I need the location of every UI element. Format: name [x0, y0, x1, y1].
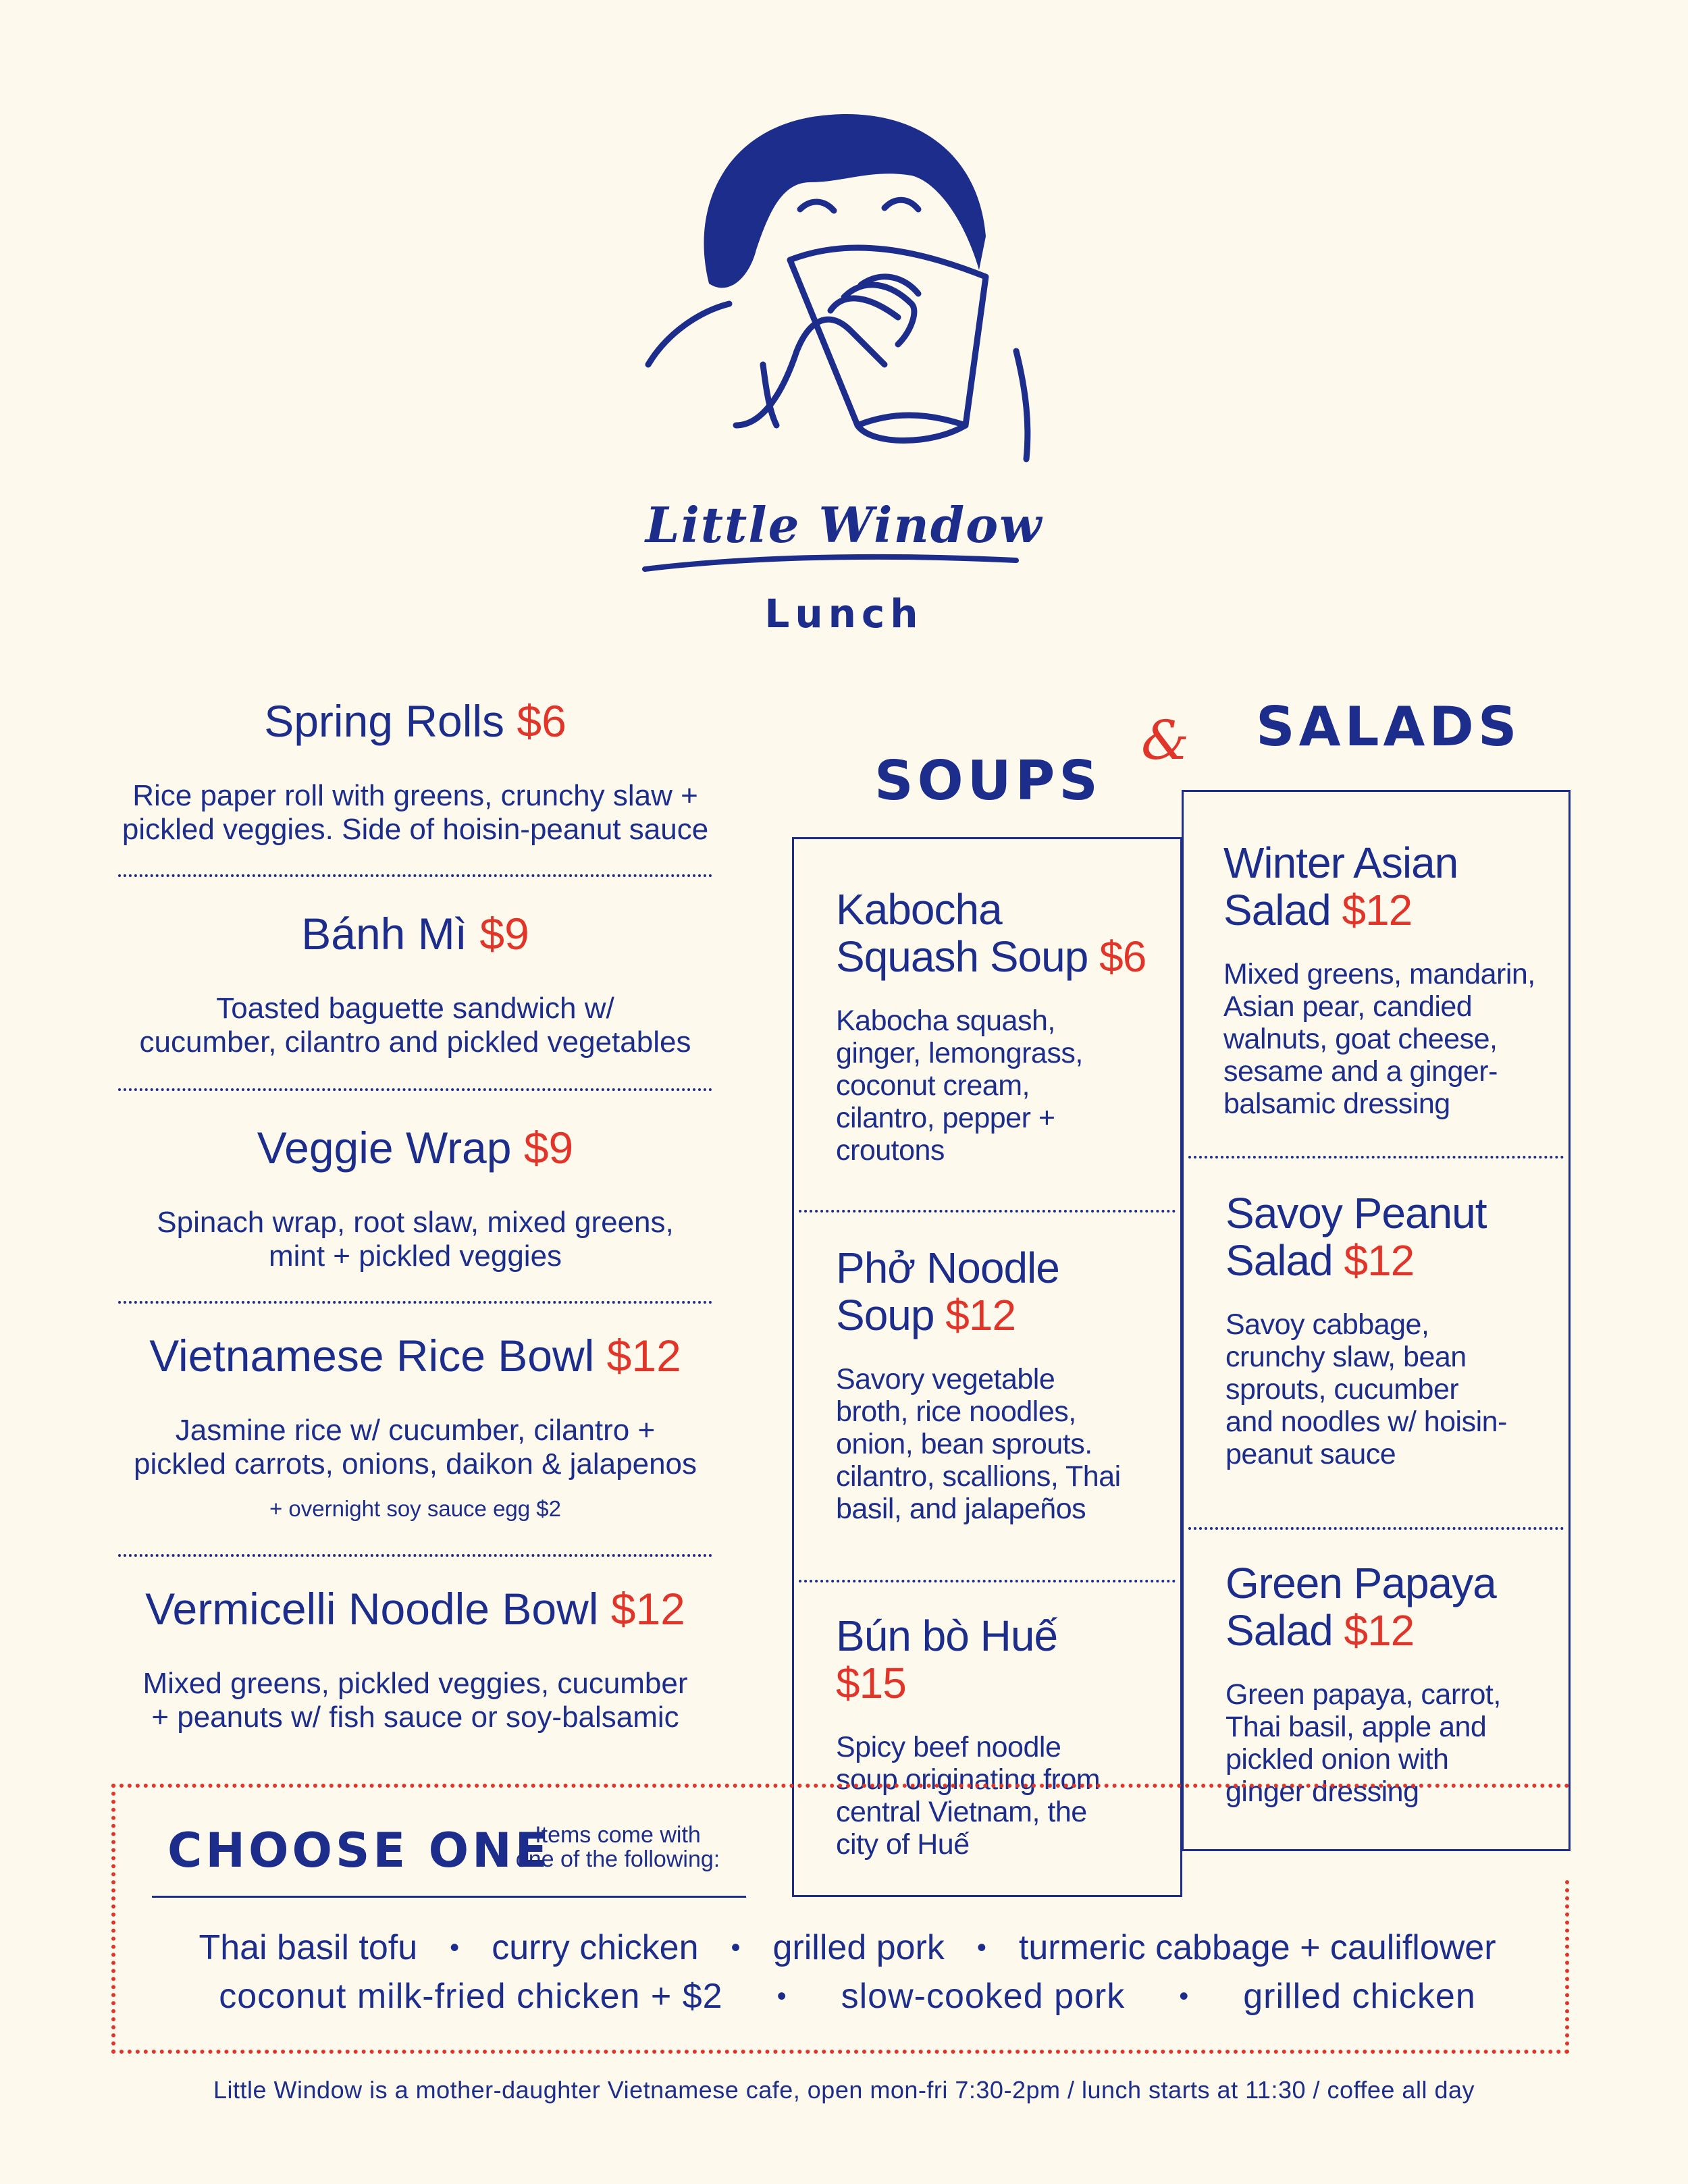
- protein-option: slow-cooked pork: [841, 1977, 1126, 2016]
- brand-underline: [641, 550, 1020, 577]
- bullet-separator: •: [1179, 1981, 1190, 2011]
- logo-illustration: [628, 108, 1060, 486]
- item-name: Salad: [1225, 1236, 1333, 1285]
- item-description: balsamic dressing: [1223, 1088, 1450, 1120]
- item-description: Green papaya, carrot,: [1225, 1678, 1501, 1711]
- choose-one-note: [506, 1823, 729, 1871]
- item-description: Thai basil, apple and: [1225, 1711, 1487, 1743]
- item-description: ginger, lemongrass,: [836, 1037, 1083, 1069]
- item-description: Spicy beef noodle: [836, 1731, 1061, 1763]
- item-name: Kabocha: [836, 885, 1002, 934]
- divider: [118, 1554, 712, 1557]
- protein-option: turmeric cabbage + cauliflower: [1018, 1928, 1496, 1967]
- divider: [1188, 1156, 1564, 1158]
- item-description: Rice paper roll with greens, crunchy slaw +: [132, 779, 698, 812]
- choose-one-box-edge: [1565, 1880, 1569, 2054]
- bullet-separator: •: [976, 1932, 986, 1963]
- choose-one-note-line: Items come with: [535, 1822, 701, 1848]
- item-name: Savoy Peanut: [1225, 1189, 1487, 1237]
- item-price: $12: [945, 1291, 1016, 1339]
- brand-logo-text: Little Window: [645, 496, 1043, 554]
- item-description: sesame and a ginger-: [1223, 1055, 1498, 1088]
- item-description: and noodles w/ hoisin-: [1225, 1406, 1507, 1438]
- item-price: $9: [479, 909, 529, 959]
- item-name: Bún bò Huế: [836, 1612, 1058, 1660]
- divider: [1188, 1527, 1564, 1530]
- protein-option: curry chicken: [492, 1928, 699, 1967]
- menu-item-spring-rolls: [108, 695, 722, 847]
- item-price: $12: [1342, 886, 1413, 934]
- menu-item-banh-mi: [108, 908, 722, 1059]
- item-name: Salad: [1225, 1606, 1333, 1655]
- menu-item-vermicelli-noodle-bowl: [108, 1583, 722, 1734]
- item-description: pickled onion with: [1225, 1743, 1449, 1776]
- item-description: cilantro, pepper +: [836, 1102, 1055, 1134]
- item-name: Vermicelli Noodle Bowl: [145, 1584, 599, 1634]
- divider: [118, 1301, 712, 1304]
- menu-subtitle: Lunch: [764, 591, 924, 637]
- item-description: peanut sauce: [1225, 1438, 1396, 1470]
- item-description: Savoy cabbage,: [1225, 1308, 1429, 1341]
- item-description: + peanuts w/ fish sauce or soy-balsamic: [151, 1701, 679, 1734]
- item-price: $6: [1099, 932, 1146, 981]
- protein-option: grilled chicken: [1243, 1977, 1476, 2016]
- choose-one-rule: [152, 1896, 746, 1898]
- menu-item-winter-asian-salad: [1223, 839, 1561, 1120]
- options-row-2: [135, 1976, 1560, 2017]
- item-name: Veggie Wrap: [257, 1123, 512, 1173]
- item-name: Vietnamese Rice Bowl: [149, 1331, 595, 1381]
- choose-one-heading: CHOOSE ONE: [167, 1823, 551, 1878]
- item-name: Green Papaya: [1225, 1559, 1496, 1607]
- item-description: coconut cream,: [836, 1069, 1030, 1102]
- menu-item-pho-noodle-soup: [836, 1244, 1173, 1525]
- item-description: broth, rice noodles,: [836, 1395, 1076, 1428]
- item-description: pickled carrots, onions, daikon & jalapenos: [133, 1447, 697, 1481]
- item-name: Spring Rolls: [264, 696, 505, 746]
- divider: [799, 1580, 1176, 1582]
- item-description: Asian pear, candied: [1223, 990, 1473, 1023]
- bullet-separator: •: [776, 1981, 787, 2011]
- item-description: city of Huế: [836, 1828, 970, 1861]
- item-description: Spinach wrap, root slaw, mixed greens,: [157, 1206, 674, 1239]
- menu-item-kabocha-squash-soup: [836, 886, 1173, 1167]
- item-description: Kabocha squash,: [836, 1005, 1055, 1037]
- divider: [799, 1210, 1176, 1213]
- item-description: mint + pickled veggies: [268, 1240, 562, 1273]
- item-description: cucumber, cilantro and pickled vegetables: [139, 1026, 691, 1059]
- item-description: pickled veggies. Side of hoisin-peanut sauce: [122, 813, 709, 846]
- soups-heading: SOUPS: [874, 749, 1102, 812]
- item-name: Salad: [1223, 886, 1331, 934]
- item-price: $12: [606, 1331, 681, 1381]
- menu-item-savoy-peanut-salad: [1225, 1190, 1563, 1470]
- item-description: cilantro, scallions, Thai: [836, 1460, 1121, 1493]
- item-description: sprouts, cucumber: [1225, 1373, 1459, 1406]
- menu-item-green-papaya-salad: [1225, 1560, 1563, 1808]
- choose-one-note-line: one of the following:: [515, 1846, 720, 1872]
- item-description: ginger dressing: [1225, 1776, 1419, 1808]
- bullet-separator: •: [450, 1932, 460, 1963]
- protein-option: grilled pork: [772, 1928, 945, 1967]
- item-description: soup originating from: [836, 1763, 1101, 1796]
- item-name: Bánh Mì: [301, 909, 468, 959]
- footer-note: Little Window is a mother-daughter Vietnamese cafe, open mon-fri 7:30-2pm / lunch starts at 11:30 / coffee all day: [213, 2076, 1475, 2104]
- divider: [118, 1088, 712, 1091]
- item-description: onion, bean sprouts.: [836, 1428, 1092, 1460]
- item-description: Savory vegetable: [836, 1363, 1055, 1395]
- item-price: $6: [517, 696, 566, 746]
- item-description: Mixed greens, pickled veggies, cucumber: [142, 1667, 688, 1700]
- item-price: $12: [1344, 1606, 1415, 1655]
- item-description: Jasmine rice w/ cucumber, cilantro +: [175, 1414, 656, 1447]
- bullet-separator: •: [731, 1932, 741, 1963]
- item-description: Mixed greens, mandarin,: [1223, 958, 1535, 990]
- item-addon: + overnight soy sauce egg $2: [269, 1496, 562, 1521]
- item-description: crunchy slaw, bean: [1225, 1341, 1467, 1373]
- item-description: walnuts, goat cheese,: [1223, 1023, 1498, 1055]
- item-price: $12: [610, 1584, 685, 1634]
- item-price: $15: [836, 1659, 906, 1707]
- item-description: central Vietnam, the: [836, 1796, 1087, 1828]
- item-description: Toasted baguette sandwich w/: [216, 992, 614, 1025]
- menu-item-veggie-wrap: [108, 1122, 722, 1273]
- item-name: Soup: [836, 1291, 934, 1339]
- protein-option: Thai basil tofu: [199, 1928, 418, 1967]
- item-description: basil, and jalapeños: [836, 1493, 1086, 1525]
- item-description: croutons: [836, 1134, 945, 1167]
- item-name: Phở Noodle: [836, 1244, 1059, 1292]
- divider: [118, 874, 712, 877]
- menu-item-vietnamese-rice-bowl: [108, 1330, 722, 1522]
- protein-option: coconut milk-fried chicken + $2: [219, 1977, 723, 2016]
- item-price: $9: [523, 1123, 574, 1173]
- salads-heading: SALADS: [1256, 695, 1521, 758]
- options-row-1: [135, 1927, 1560, 1968]
- item-name: Winter Asian: [1223, 838, 1458, 887]
- item-price: $12: [1344, 1236, 1415, 1285]
- ampersand: &: [1141, 709, 1190, 772]
- item-name: Squash Soup: [836, 932, 1088, 981]
